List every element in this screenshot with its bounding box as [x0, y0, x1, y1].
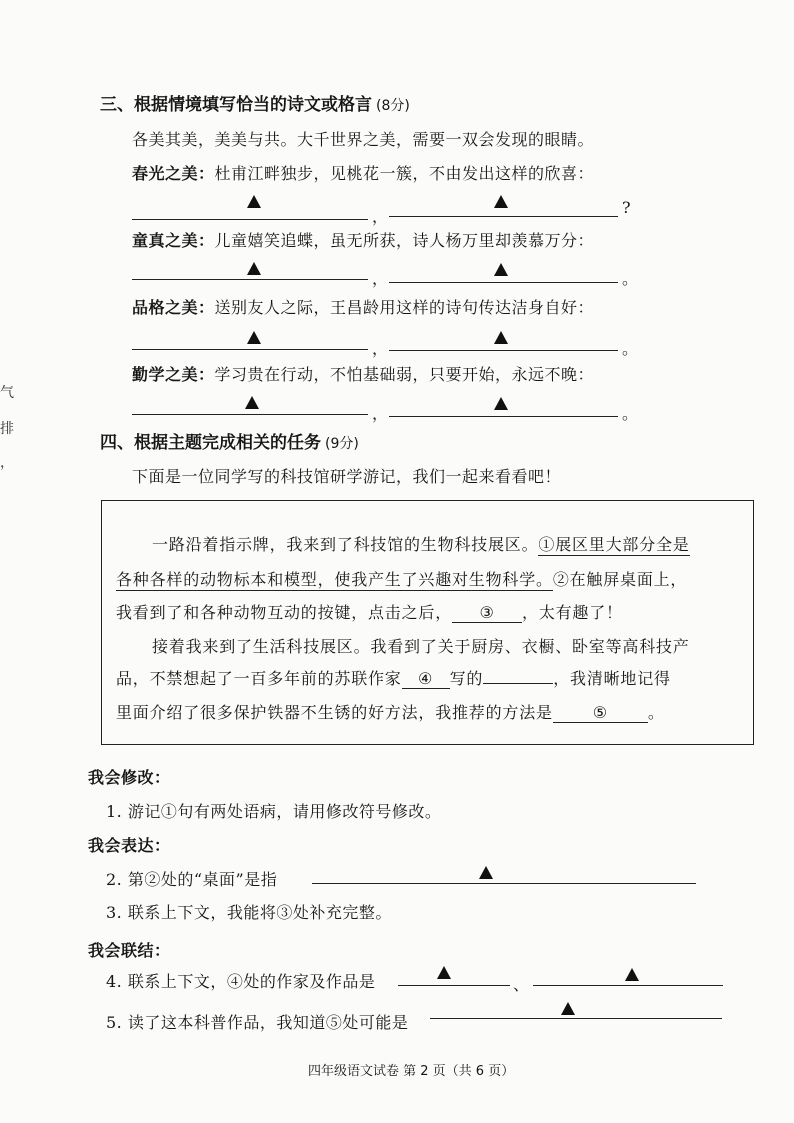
item-text: 送别友人之际，王昌龄用这样的诗句传达洁身自好： — [214, 298, 595, 317]
triangle-marker-icon — [247, 195, 261, 208]
triangle-marker-icon — [479, 866, 493, 879]
section4-heading — [100, 428, 359, 453]
end-punct: 。 — [622, 404, 639, 423]
comma: ， — [372, 404, 389, 423]
question-3: 3. 联系上下文，我能将③处补充完整。 — [106, 903, 392, 922]
separator: 、 — [513, 975, 530, 994]
comma: ， — [372, 269, 389, 288]
question-1: 1. 游记①句有两处语病，请用修改符号修改。 — [106, 802, 442, 821]
answer-blank[interactable] — [132, 414, 368, 415]
item-text: 学习贵在行动，不怕基础弱，只要开始，永远不晚： — [214, 365, 595, 384]
passage-line — [116, 700, 665, 723]
answer-blank[interactable] — [132, 349, 368, 350]
passage-text: 我看到了和各种动物互动的按键，点击之后， — [116, 603, 453, 622]
answer-blank[interactable] — [132, 219, 368, 220]
triangle-marker-icon — [247, 331, 261, 344]
passage-text: 一路沿着指示牌，我来到了科技馆的生物科技展区。 — [152, 535, 539, 554]
comma: ， — [372, 339, 389, 358]
passage-text: 写的 — [449, 669, 484, 688]
end-punct: ? — [622, 198, 631, 217]
question-character — [132, 295, 594, 318]
passage-text: 里面介绍了很多保护铁器不生锈的好方法，我推荐的方法是 — [116, 703, 553, 722]
end-punct: 。 — [622, 339, 639, 358]
passage-line — [152, 532, 690, 555]
triangle-marker-icon — [494, 331, 508, 344]
triangle-marker-icon — [437, 966, 451, 979]
section4-points: (9分) — [325, 436, 359, 452]
item-label: 童真之美： — [132, 231, 215, 250]
item-text: 儿童嬉笑追蝶，虽无所获，诗人杨万里却羡慕万分： — [214, 231, 595, 250]
answer-blank[interactable] — [389, 216, 618, 217]
item-label: 勤学之美： — [132, 365, 215, 384]
page-footer: 四年级语文试卷 第 2 页（共 6 页） — [308, 1064, 515, 1079]
edge-char: ， — [0, 455, 14, 471]
group-revise-heading: 我会修改： — [88, 768, 171, 787]
triangle-marker-icon — [245, 396, 259, 409]
end-punct: 。 — [622, 269, 639, 288]
section4-title: 四、根据主题完成相关的任务 — [100, 433, 321, 453]
item-label: 春光之美： — [132, 164, 215, 183]
answer-blank[interactable] — [430, 1018, 722, 1019]
section3-heading — [100, 90, 410, 115]
question-4: 4. 联系上下文，④处的作家及作品是 — [106, 972, 376, 991]
passage-line — [116, 567, 687, 590]
triangle-marker-icon — [561, 1002, 575, 1015]
item-text: 杜甫江畔独步，见桃花一簇，不由发出这样的欣喜： — [214, 164, 595, 183]
question-2: 2. 第②处的“桌面”是指 — [106, 870, 278, 889]
passage-line: 接着我来到了生活科技展区。我看到了关于厨房、衣橱、卧室等高科技产 — [152, 637, 690, 656]
blank-4[interactable]: ④ — [402, 670, 450, 689]
section3-points: (8分) — [376, 98, 410, 114]
passage-text: 。 — [647, 703, 665, 722]
answer-blank[interactable] — [312, 883, 696, 884]
underlined-sentence-1: 各种各样的动物标本和模型，使我产生了兴趣对生物科学。 — [116, 570, 553, 589]
answer-blank[interactable] — [533, 985, 723, 986]
passage-line — [116, 666, 671, 689]
edge-char: 气 — [0, 385, 14, 401]
triangle-marker-icon — [247, 262, 261, 275]
passage-text: ，我清晰地记得 — [553, 669, 671, 688]
passage-text: 品，不禁想起了一百多年前的苏联作家 — [116, 669, 402, 688]
comma: ， — [372, 207, 389, 226]
blank-3[interactable]: ③ — [452, 604, 522, 623]
answer-blank[interactable] — [389, 350, 618, 351]
passage-text: ，太有趣了！ — [522, 603, 623, 622]
group-express-heading: 我会表达： — [88, 836, 171, 855]
answer-blank[interactable] — [389, 282, 618, 283]
question-5: 5. 读了这本科普作品，我知道⑤处可能是 — [106, 1013, 409, 1032]
blank-work-title[interactable] — [483, 683, 553, 684]
passage-text: ②在触屏桌面上， — [552, 570, 688, 589]
answer-blank[interactable] — [398, 985, 510, 986]
edge-char: 排 — [0, 421, 14, 437]
blank-5[interactable]: ⑤ — [553, 704, 648, 723]
item-label: 品格之美： — [132, 298, 215, 317]
triangle-marker-icon — [494, 263, 508, 276]
triangle-marker-icon — [625, 968, 639, 981]
group-connect-heading: 我会联结： — [88, 941, 171, 960]
section3-title: 三、根据情境填写恰当的诗文或格言 — [100, 95, 372, 115]
section3-intro: 各美其美，美美与共。大千世界之美，需要一双会发现的眼睛。 — [132, 130, 595, 149]
question-spring — [132, 161, 594, 184]
triangle-marker-icon — [494, 397, 508, 410]
passage-line — [116, 600, 623, 623]
triangle-marker-icon — [494, 195, 508, 208]
question-childhood — [132, 228, 594, 251]
answer-blank[interactable] — [389, 416, 618, 417]
answer-blank[interactable] — [132, 279, 368, 280]
underlined-sentence-1: ①展区里大部分全是 — [538, 535, 690, 554]
section4-intro: 下面是一位同学写的科技馆研学游记，我们一起来看看吧！ — [132, 467, 562, 486]
question-study — [132, 362, 594, 385]
